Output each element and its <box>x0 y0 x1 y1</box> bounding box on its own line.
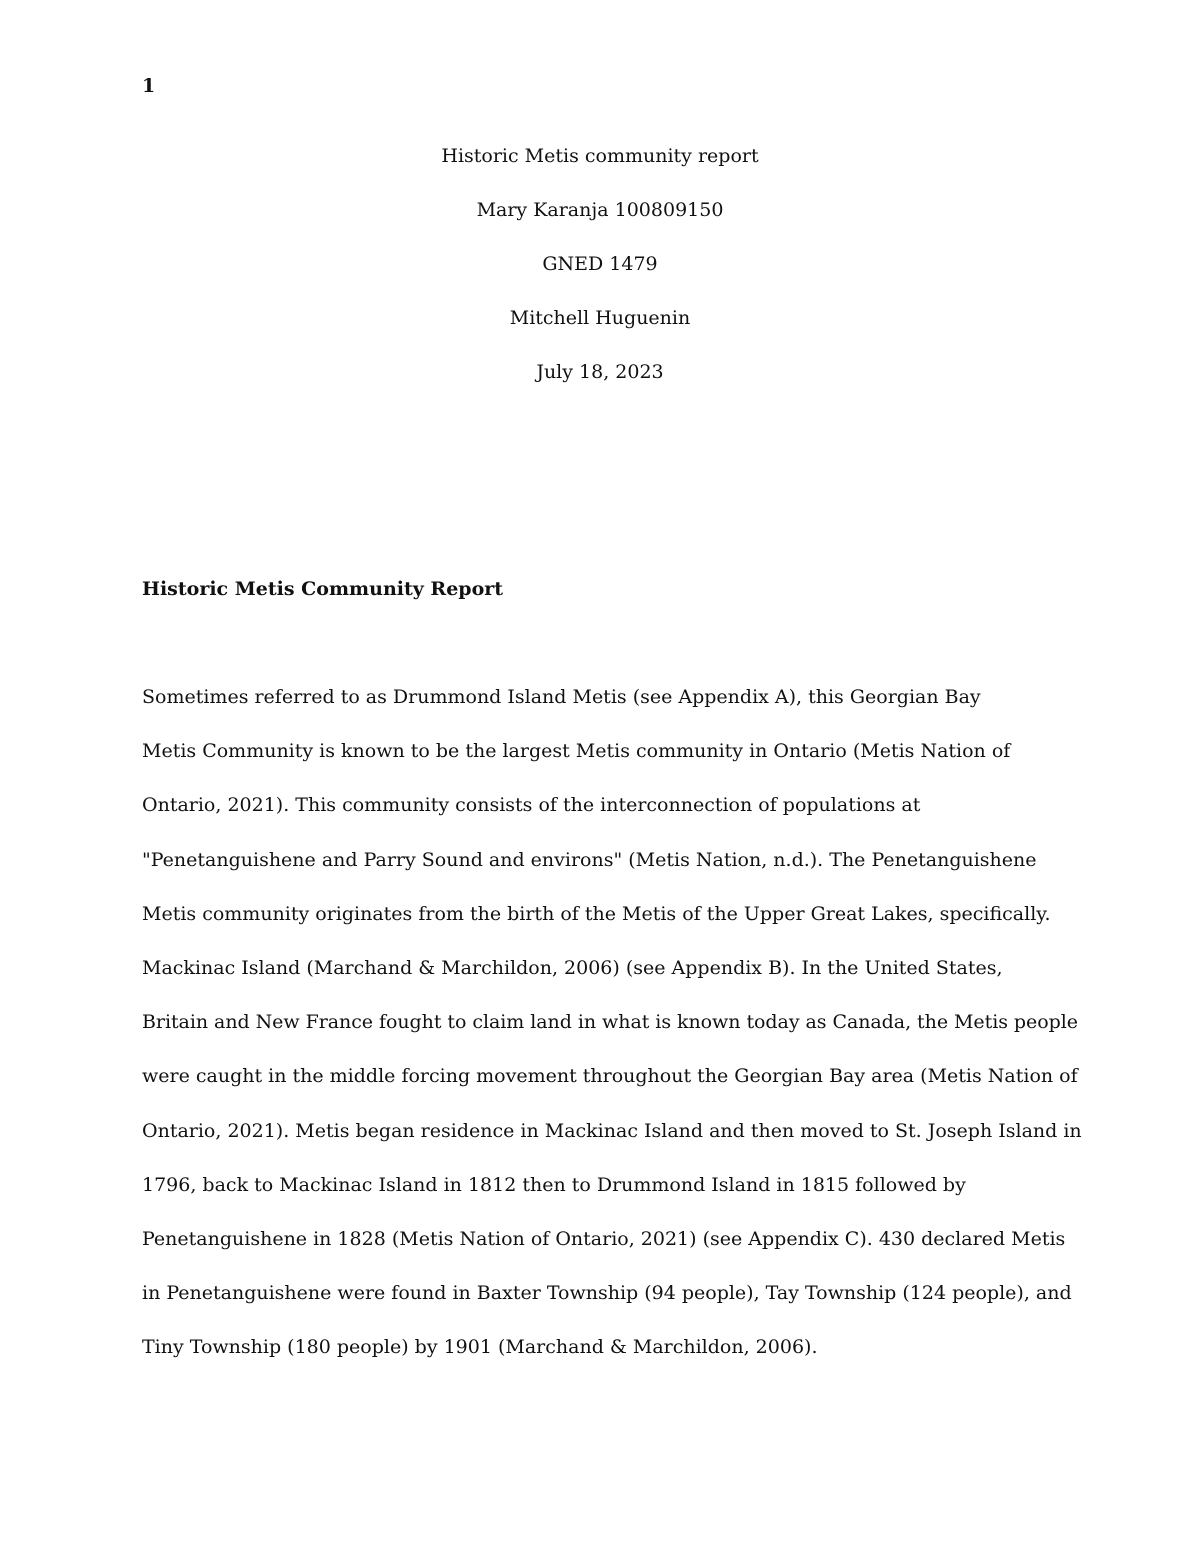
paragraph-line: in Penetanguishene were found in Baxter Township (94 people), Tay Township (124 people), and <box>142 1282 1072 1305</box>
paragraph-line: Ontario, 2021). Metis began residence in Mackinac Island and then moved to St. Joseph Island in <box>142 1119 1082 1142</box>
paragraph-line: were caught in the middle forcing movement throughout the Georgian Bay area (Metis Nation of <box>142 1065 1078 1088</box>
paragraph-line: Sometimes referred to as Drummond Island Metis (see Appendix A), this Georgian Bay <box>142 686 981 708</box>
page-number: 1 <box>142 75 156 97</box>
paragraph-line: Mackinac Island (Marchand & Marchildon, 2006) (see Appendix B). In the United States, <box>142 956 1003 979</box>
course-code: GNED 1479 <box>542 253 658 275</box>
title-block <box>0 140 1200 410</box>
body-paragraph <box>142 680 1082 1384</box>
paragraph-line: Penetanguishene in 1828 (Metis Nation of Ontario, 2021) (see Appendix C). 430 declared Metis <box>142 1227 1066 1250</box>
section-heading: Historic Metis Community Report <box>142 578 504 600</box>
paragraph-line: Tiny Township (180 people) by 1901 (Marchand & Marchildon, 2006). <box>142 1336 818 1359</box>
paragraph-line: Britain and New France fought to claim land in what is known today as Canada, the Metis people <box>142 1011 1078 1034</box>
author-line: Mary Karanja 100809150 <box>476 199 724 221</box>
paragraph-line: Ontario, 2021). This community consists of the interconnection of populations at <box>142 794 921 817</box>
report-date: July 18, 2023 <box>536 361 664 383</box>
report-title: Historic Metis community report <box>441 145 759 167</box>
paragraph-line: Metis Community is known to be the largest Metis community in Ontario (Metis Nation of <box>142 740 1011 763</box>
paragraph-line: "Penetanguishene and Parry Sound and environs" (Metis Nation, n.d.). The Penetanguishene <box>142 848 1037 871</box>
instructor-name: Mitchell Huguenin <box>509 307 691 329</box>
paragraph-line: Metis community originates from the birth of the Metis of the Upper Great Lakes, specifically. <box>142 902 1051 925</box>
paragraph-line: 1796, back to Mackinac Island in 1812 then to Drummond Island in 1815 followed by <box>142 1173 966 1196</box>
